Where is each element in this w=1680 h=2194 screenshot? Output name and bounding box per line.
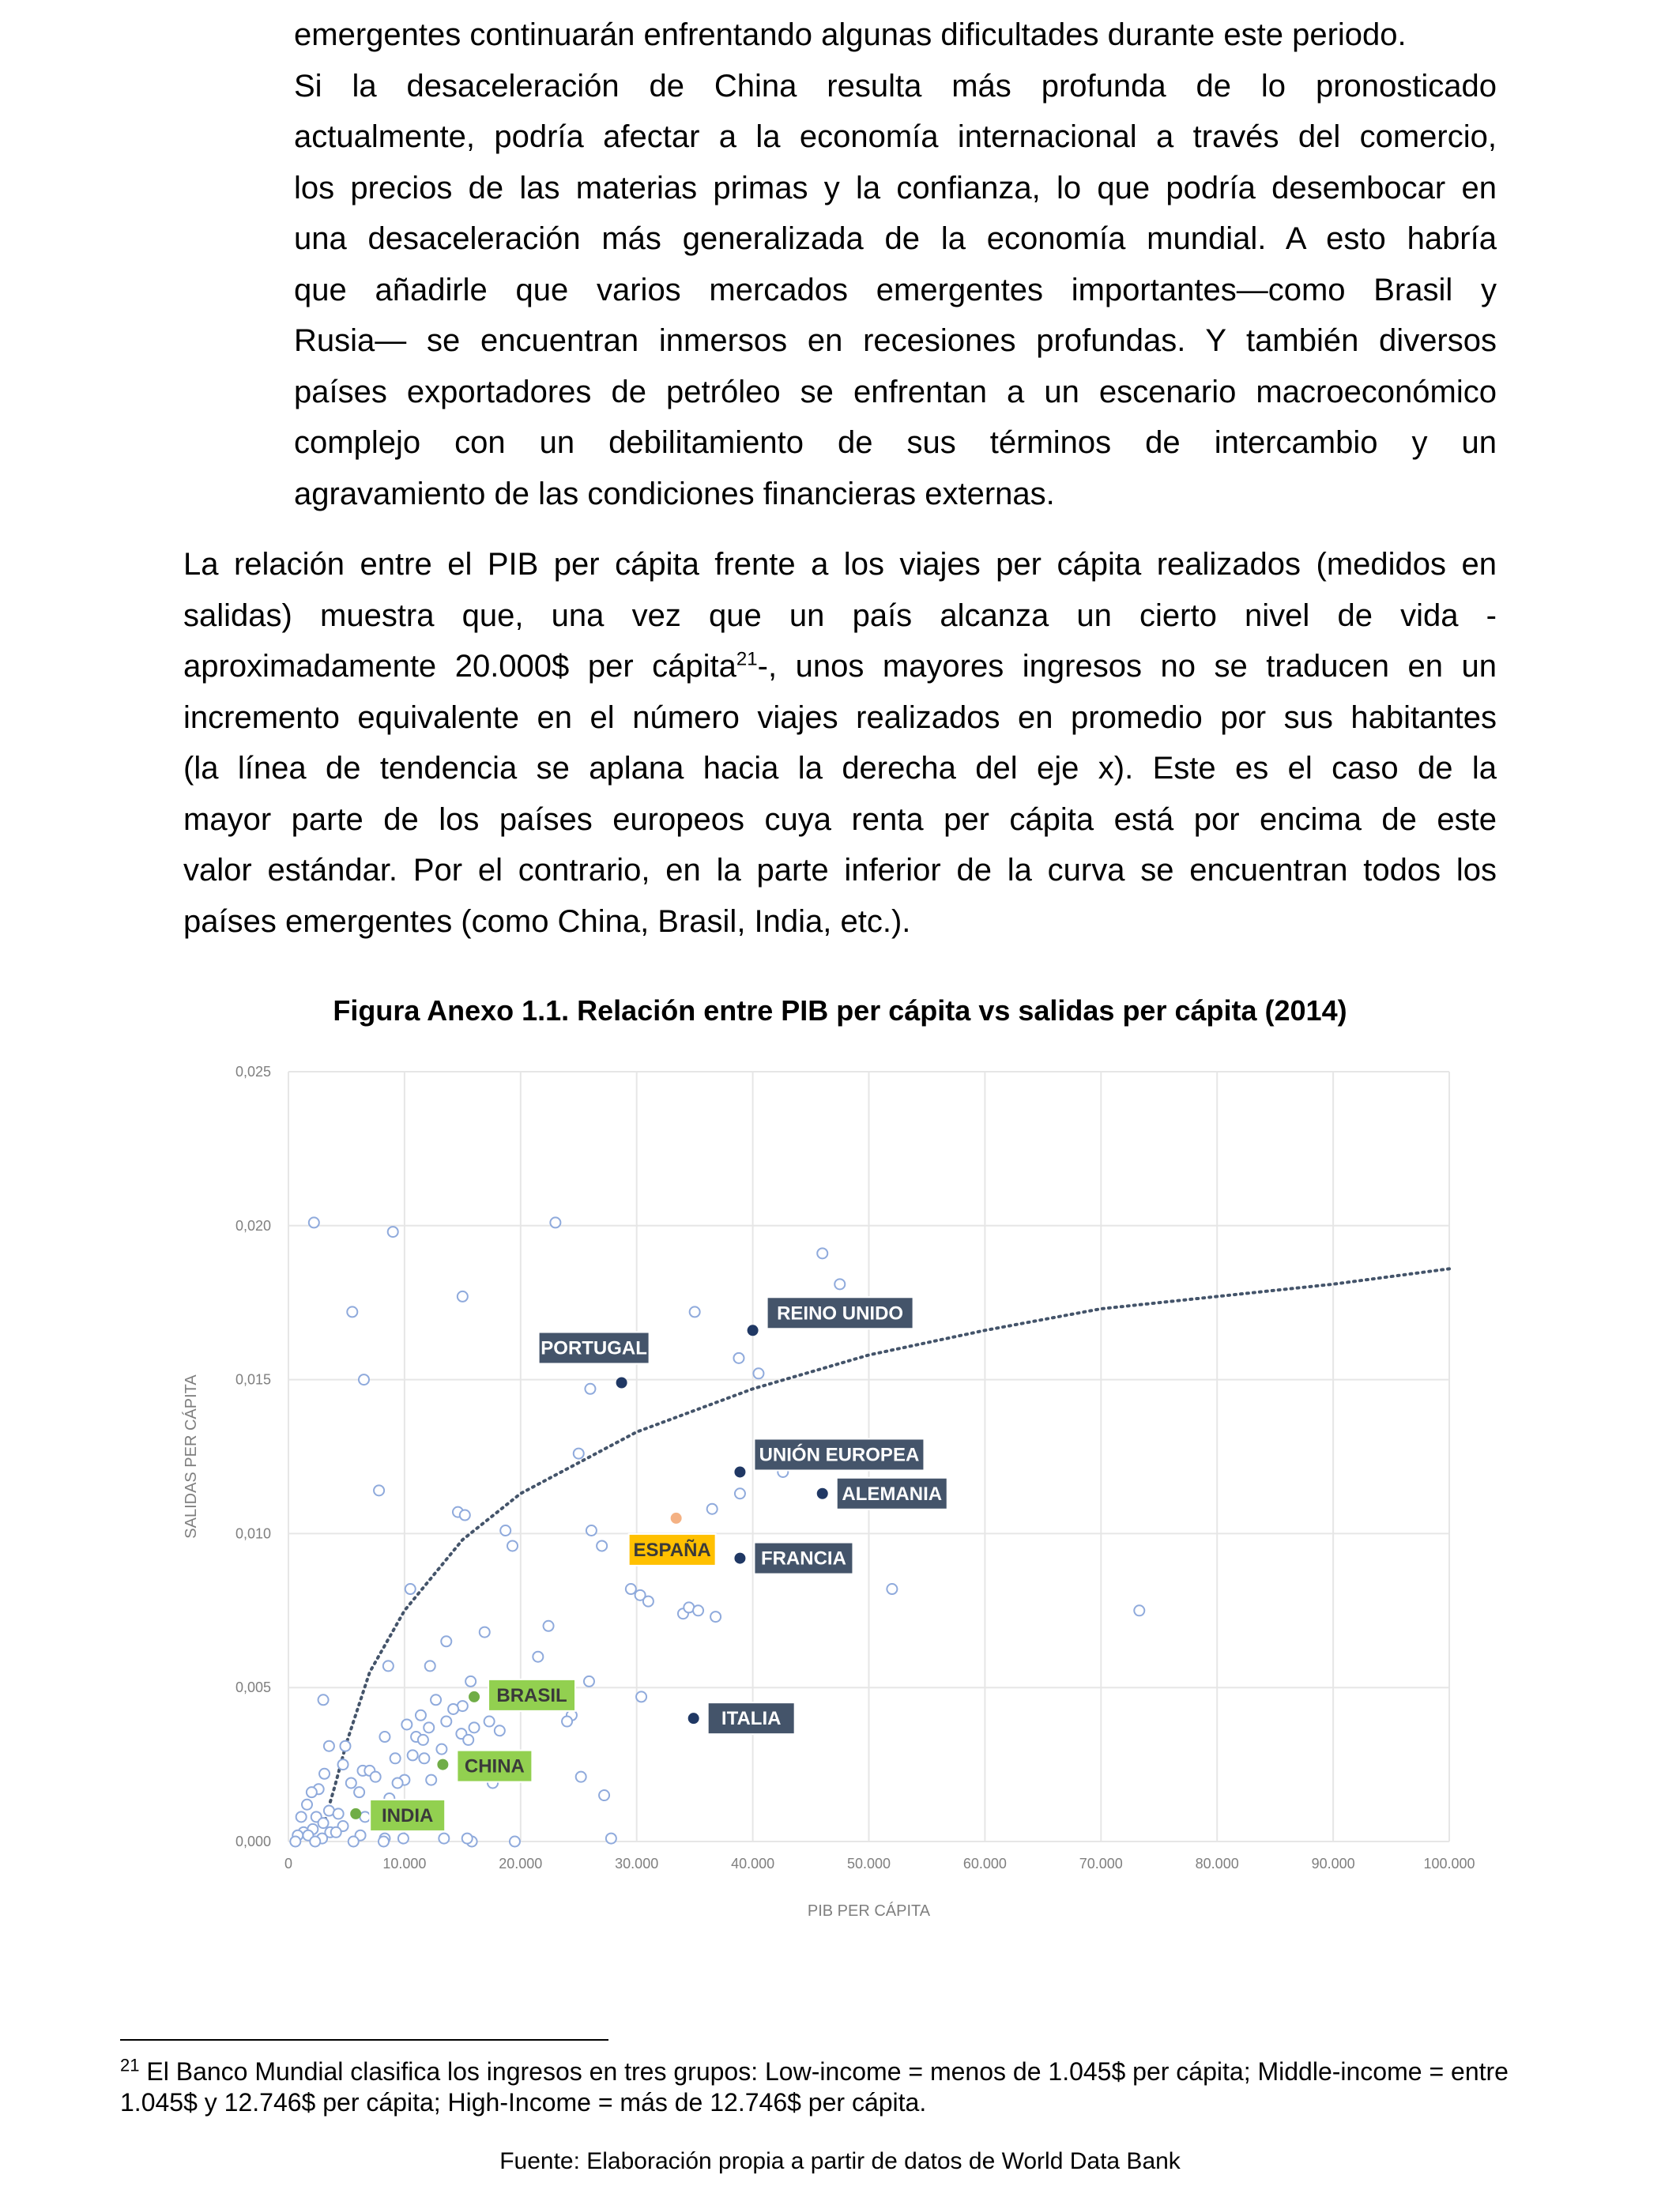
data-point [733,1353,744,1363]
data-point [360,1811,370,1822]
footnote [120,2056,1558,2118]
data-point [817,1248,827,1258]
source-note: Fuente: Elaboración propia a partir de datos de World Data Bank [499,2148,1181,2174]
data-point [331,1827,341,1838]
paragraph-text: aproximadamente 20.000$ per cápita [183,649,736,684]
country-label: UNIÓN EUROPEA [759,1444,920,1466]
data-point [425,1661,435,1671]
paragraph-line: una desaceleración más generalizada de la economía mundial. A esto habría [294,221,1497,256]
highlighted-point [469,1691,480,1702]
data-point [735,1488,745,1498]
x-tick-label: 70.000 [1079,1856,1123,1872]
y-tick-label: 0,005 [235,1679,271,1696]
paragraph-line: Si la desaceleración de China resulta más profunda de lo pronosticado [294,68,1497,104]
data-point [333,1808,344,1819]
data-point [424,1722,434,1732]
data-point [753,1368,763,1378]
data-point [690,1306,700,1317]
data-point [480,1627,490,1638]
data-point [710,1612,721,1622]
footnote-reference[interactable]: 21 [736,648,758,670]
y-tick-label: 0,015 [235,1371,271,1388]
data-point [562,1717,572,1727]
country-label: FRANCIA [760,1547,846,1570]
data-point [586,1525,597,1536]
footnote-text: El Banco Mundial clasifica los ingresos en tres grupos: Low-income = menos de 1.045$ per cápita; Middle-income = entre 1.045$ y 12.746$ per cápita; High-Income = más de 12.746$ per cápita. [120,2057,1509,2117]
data-point [393,1777,403,1788]
data-point [379,1837,389,1847]
data-point [460,1510,470,1521]
highlighted-point [351,1808,361,1819]
paragraph-line: La relación entre el PIB per cápita frente a los viajes per cápita realizados (medidos en [183,547,1497,582]
data-point [574,1449,584,1459]
data-point [469,1722,480,1732]
data-point [484,1717,495,1727]
data-point [338,1759,348,1770]
x-tick-label: 0 [284,1856,293,1872]
paragraph-line: emergentes continuarán enfrentando algunas dificultades durante este periodo. [294,17,1407,52]
country-label: ESPAÑA [633,1539,711,1561]
paragraph-line: complejo con un debilitamiento de sus términos de intercambio y un [294,425,1497,460]
data-point [348,1837,359,1847]
paragraph-line: países exportadores de petróleo se enfrentan a un escenario macroeconómico [294,374,1497,409]
data-point [401,1719,412,1729]
country-label: ALEMANIA [842,1483,943,1505]
data-point [359,1374,369,1385]
figure-caption: Figura Anexo 1.1. Relación entre PIB per cápita vs salidas per cápita (2014) [333,994,1347,1027]
x-tick-label: 20.000 [499,1856,543,1872]
data-point [379,1732,390,1742]
trend-line [323,1269,1449,1826]
data-point [324,1741,334,1751]
data-point [419,1753,429,1763]
data-point [354,1787,364,1797]
data-point [510,1837,520,1847]
data-point [307,1787,317,1797]
data-point [1134,1605,1144,1615]
data-point [834,1279,845,1289]
paragraph-text: -, unos mayores ingresos no se traducen en un [757,649,1497,684]
data-point [636,1691,646,1702]
x-tick-label: 40.000 [731,1856,775,1872]
data-point [439,1834,449,1844]
data-point [448,1704,458,1714]
country-label: ITALIA [721,1708,782,1730]
paragraph-line: países emergentes (como China, Brasil, India, etc.). [183,903,911,939]
data-point [441,1636,451,1646]
data-point [693,1605,703,1615]
x-tick-label: 30.000 [615,1856,659,1872]
x-tick-label: 100.000 [1423,1856,1475,1872]
data-point [597,1540,607,1551]
data-point [309,1217,319,1227]
data-point [626,1584,636,1594]
paragraph-line: actualmente, podría afectar a la economía internacional a través del comercio, [294,119,1497,154]
data-point [585,1384,595,1394]
country-label: INDIA [382,1804,434,1826]
footnote-divider [120,2039,608,2041]
paragraph-line: Rusia— se encuentran inmersos en recesiones profundas. Y también diversos [294,323,1497,358]
y-tick-label: 0,020 [235,1217,271,1234]
data-point [584,1676,594,1687]
data-point [495,1725,505,1736]
data-point [463,1735,473,1745]
data-point [318,1695,329,1705]
data-point [383,1661,394,1671]
data-point [436,1744,446,1755]
x-tick-label: 80.000 [1195,1856,1239,1872]
country-label: CHINA [464,1755,525,1777]
data-point [296,1811,307,1822]
highlighted-point [671,1513,681,1523]
highlighted-point [438,1759,448,1770]
data-point [426,1775,436,1785]
y-axis-label: SALIDAS PER CÁPITA [183,1374,200,1539]
data-point [374,1485,384,1495]
paragraph-line: los precios de las materias primas y la confianza, lo que podría desembocar en [294,170,1497,205]
highlighted-point [735,1467,745,1477]
data-point [643,1596,654,1607]
data-point [310,1837,320,1847]
data-point [707,1504,718,1514]
highlighted-point [748,1325,758,1336]
data-point [371,1772,381,1782]
country-label: REINO UNIDO [777,1302,904,1325]
paragraph-line: agravamiento de las condiciones financieras externas. [294,476,1055,511]
data-point [346,1777,356,1788]
data-point [507,1540,518,1551]
x-tick-label: 50.000 [846,1856,891,1872]
paragraph-line: valor estándar. Por el contrario, en la parte inferior de la curva se encuentran todos los [183,853,1497,888]
data-point [462,1834,473,1844]
data-point [544,1621,554,1631]
data-point [408,1750,418,1760]
data-point [550,1217,560,1227]
footnote-number: 21 [120,2055,140,2075]
y-tick-label: 0,025 [235,1064,271,1080]
highlighted-point [735,1553,745,1563]
data-point [398,1834,409,1844]
y-tick-label: 0,010 [235,1525,271,1542]
data-point [606,1834,616,1844]
data-point [465,1676,476,1687]
data-point [500,1525,510,1536]
data-point [887,1584,897,1594]
data-point [441,1717,451,1727]
data-point [340,1741,350,1751]
data-point [318,1818,329,1828]
data-point [390,1753,401,1763]
data-point [576,1772,586,1782]
data-point [431,1695,441,1705]
paragraph-line: que añadirle que varios mercados emergentes importantes—como Brasil y [294,272,1497,307]
data-point [533,1652,543,1662]
data-point [319,1769,330,1779]
x-tick-label: 90.000 [1311,1856,1355,1872]
paragraph-line: (la línea de tendencia se aplana hacia la derecha del eje x). Este es el caso de la [183,751,1497,786]
highlighted-point [616,1378,627,1388]
x-axis-label: PIB PER CÁPITA [807,1902,931,1920]
paragraph-line: mayor parte de los países europeos cuya renta per cápita está por encima de este [183,801,1497,837]
data-point [458,1291,468,1302]
x-tick-label: 10.000 [382,1856,427,1872]
data-point [302,1800,312,1810]
data-point [416,1710,426,1721]
paragraph-line: incremento equivalente en el número viajes realizados en promedio por sus habitantes [183,699,1497,735]
y-tick-label: 0,000 [235,1834,271,1849]
country-label: BRASIL [496,1684,567,1706]
highlighted-point [688,1713,699,1724]
highlighted-point [817,1488,827,1498]
data-point [290,1837,300,1847]
x-tick-label: 60.000 [962,1856,1007,1872]
country-label: PORTUGAL [541,1337,647,1359]
data-point [388,1227,398,1237]
data-point [599,1790,609,1800]
data-point [347,1306,357,1317]
data-point [418,1735,428,1745]
data-point [405,1584,416,1594]
paragraph-line: salidas) muestra que, una vez que un país alcanza un cierto nivel de vida - [183,598,1497,633]
